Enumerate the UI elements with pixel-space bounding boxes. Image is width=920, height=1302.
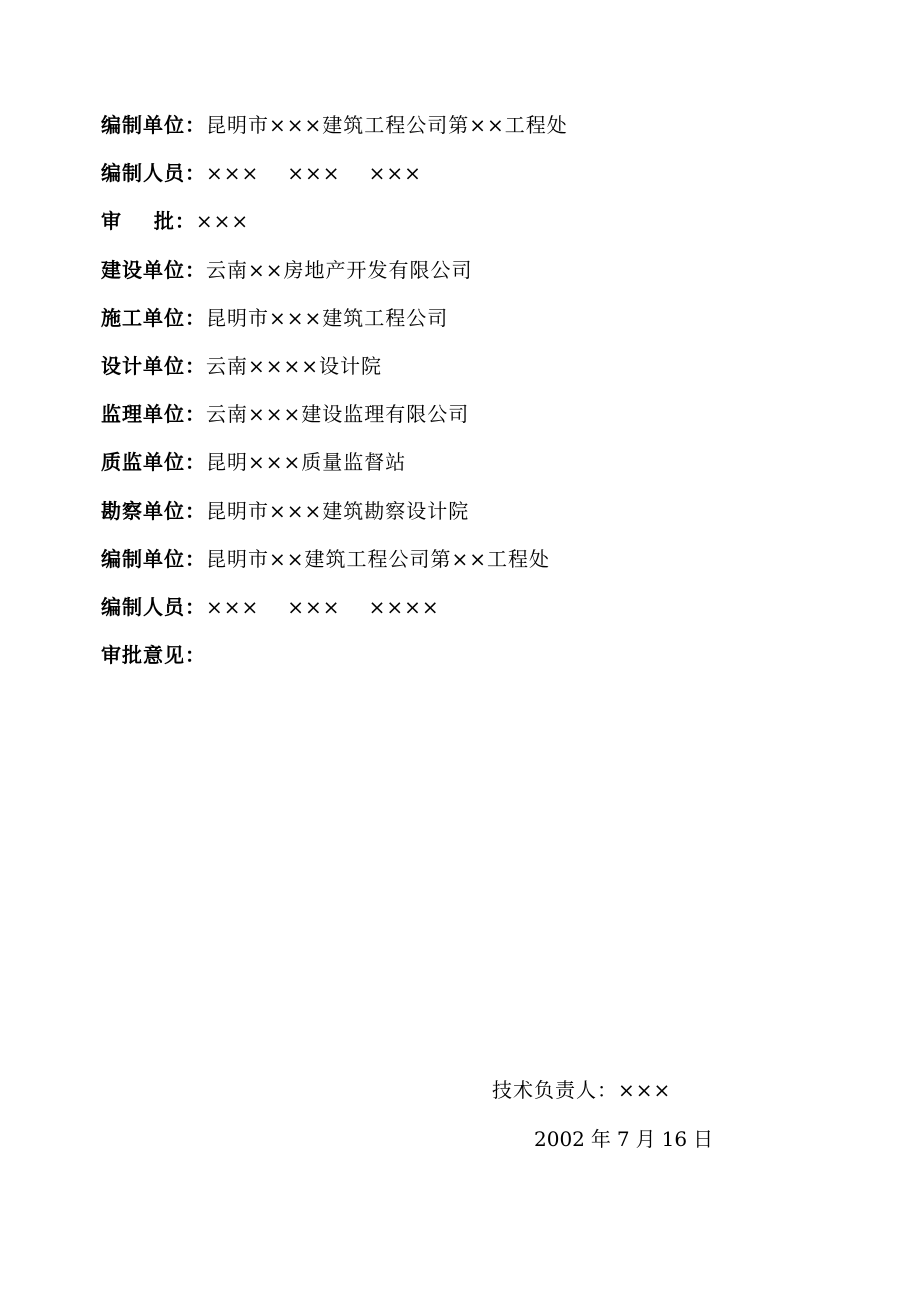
row-value: 云南××房地产开发有限公司 [206, 257, 473, 282]
info-row-contractor [101, 301, 861, 349]
row-value: 昆明市×××建筑工程公司第××工程处 [206, 113, 568, 137]
info-row-supervision-unit [101, 397, 861, 445]
info-row-design-unit [101, 349, 861, 397]
date-year: 2002 [534, 1127, 585, 1151]
row-label: 编制人员： [101, 161, 206, 186]
row-value: 云南××××设计院 [206, 353, 383, 378]
row-label: 设计单位： [101, 353, 206, 378]
row-value: 昆明市××建筑工程公司第××工程处 [206, 546, 551, 571]
date-month: 7 [616, 1127, 630, 1151]
technical-lead-signature [492, 1074, 671, 1103]
info-row-compiling-unit [101, 108, 861, 156]
row-value: 昆明市×××建筑勘察设计院 [206, 498, 470, 523]
info-row-construction-owner [101, 253, 861, 301]
person-name: ××× [287, 161, 341, 186]
technical-lead-name: ××× [618, 1078, 672, 1102]
date-day: 16 [661, 1127, 688, 1151]
info-row-compiling-unit-2 [101, 542, 861, 590]
date-day-unit: 日 [693, 1127, 714, 1151]
row-value: 云南×××建设监理有限公司 [206, 402, 470, 427]
document-date [534, 1123, 713, 1152]
row-label: 施工单位： [101, 305, 206, 330]
row-value [206, 595, 468, 619]
info-row-compilers-2 [101, 590, 861, 638]
info-row-survey-unit [101, 494, 861, 542]
row-label: 建设单位： [101, 257, 206, 282]
person-name: ××× [287, 594, 341, 619]
row-value: 昆明市×××建筑工程公司 [206, 305, 449, 330]
person-name: ×××× [368, 594, 440, 619]
row-label: 编制单位： [101, 113, 206, 137]
row-label: 监理单位： [101, 402, 206, 427]
info-row-approval [101, 204, 861, 252]
row-label: 审批意见： [101, 643, 206, 668]
date-month-unit: 月 [635, 1127, 656, 1151]
info-row-quality-unit [101, 445, 861, 493]
row-value [206, 161, 450, 185]
date-year-unit: 年 [590, 1127, 611, 1151]
row-label: 编制人员： [101, 594, 206, 619]
row-value: ××× [195, 209, 250, 234]
technical-lead-label: 技术负责人： [492, 1078, 618, 1102]
row-label: 质监单位： [101, 450, 206, 475]
person-name: ××× [368, 161, 422, 186]
row-value: 昆明×××质量监督站 [206, 450, 407, 475]
info-row-compilers [101, 156, 861, 204]
row-label: 勘察单位： [101, 498, 206, 523]
info-row-approval-opinion [101, 638, 861, 686]
document-info-list [101, 108, 861, 686]
person-name: ××× [206, 594, 260, 619]
person-name: ××× [206, 161, 260, 186]
row-label: 审 批： [101, 209, 196, 234]
row-label: 编制单位： [101, 546, 206, 571]
